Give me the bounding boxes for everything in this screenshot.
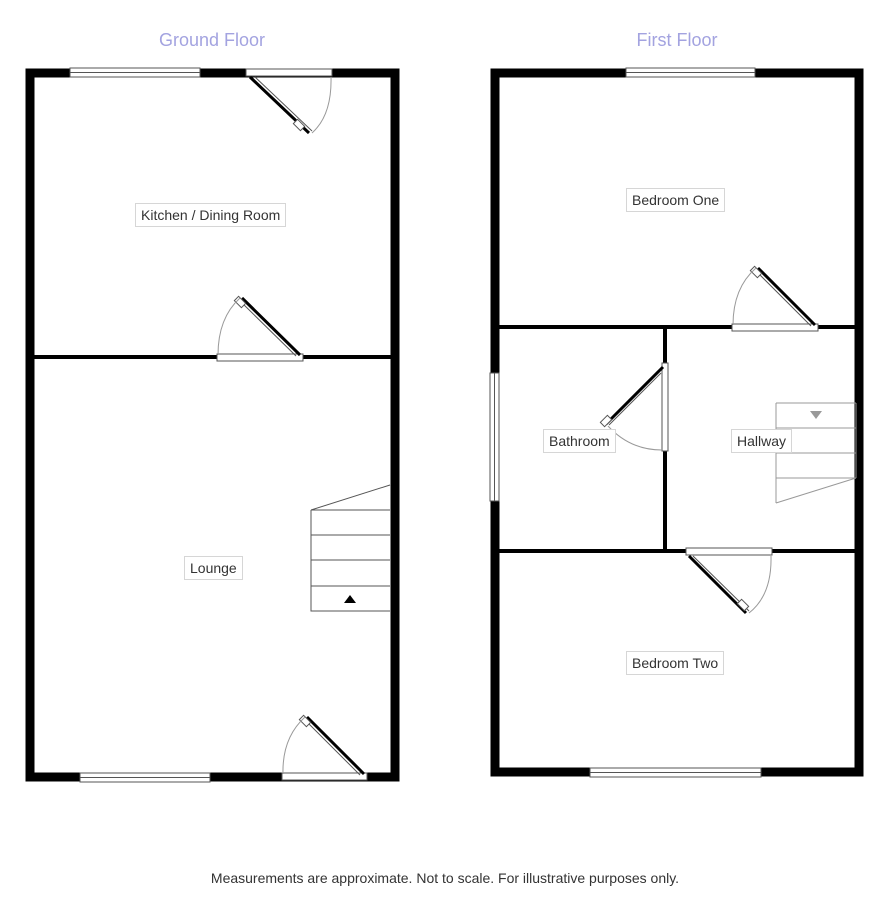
room-label-bathroom: Bathroom [543, 429, 616, 453]
bedroom-two-door [686, 548, 772, 613]
room-label-bedroom-two: Bedroom Two [626, 651, 724, 675]
first-floor-title: First Floor [636, 30, 718, 50]
kitchen-back-door [246, 69, 332, 133]
ground-floor-title: Ground Floor [158, 30, 266, 50]
lounge-kitchen-door [217, 296, 303, 361]
ground-outer-wall [30, 73, 395, 777]
disclaimer-footer: Measurements are approximate. Not to scale. For illustrative purposes only. [210, 870, 680, 886]
front-door [282, 715, 367, 780]
room-label-kitchen: Kitchen / Dining Room [135, 203, 286, 227]
room-label-bedroom-one: Bedroom One [626, 188, 725, 212]
room-label-lounge: Lounge [184, 556, 243, 580]
hallway-stairs [776, 403, 856, 503]
bedroom-one-door [732, 266, 818, 331]
stairs-down-arrow-icon [810, 411, 822, 419]
ground-floor-plan [30, 68, 395, 782]
room-label-hallway: Hallway [731, 429, 792, 453]
ground-stairs [311, 485, 390, 611]
stairs-up-arrow-icon [344, 595, 356, 603]
